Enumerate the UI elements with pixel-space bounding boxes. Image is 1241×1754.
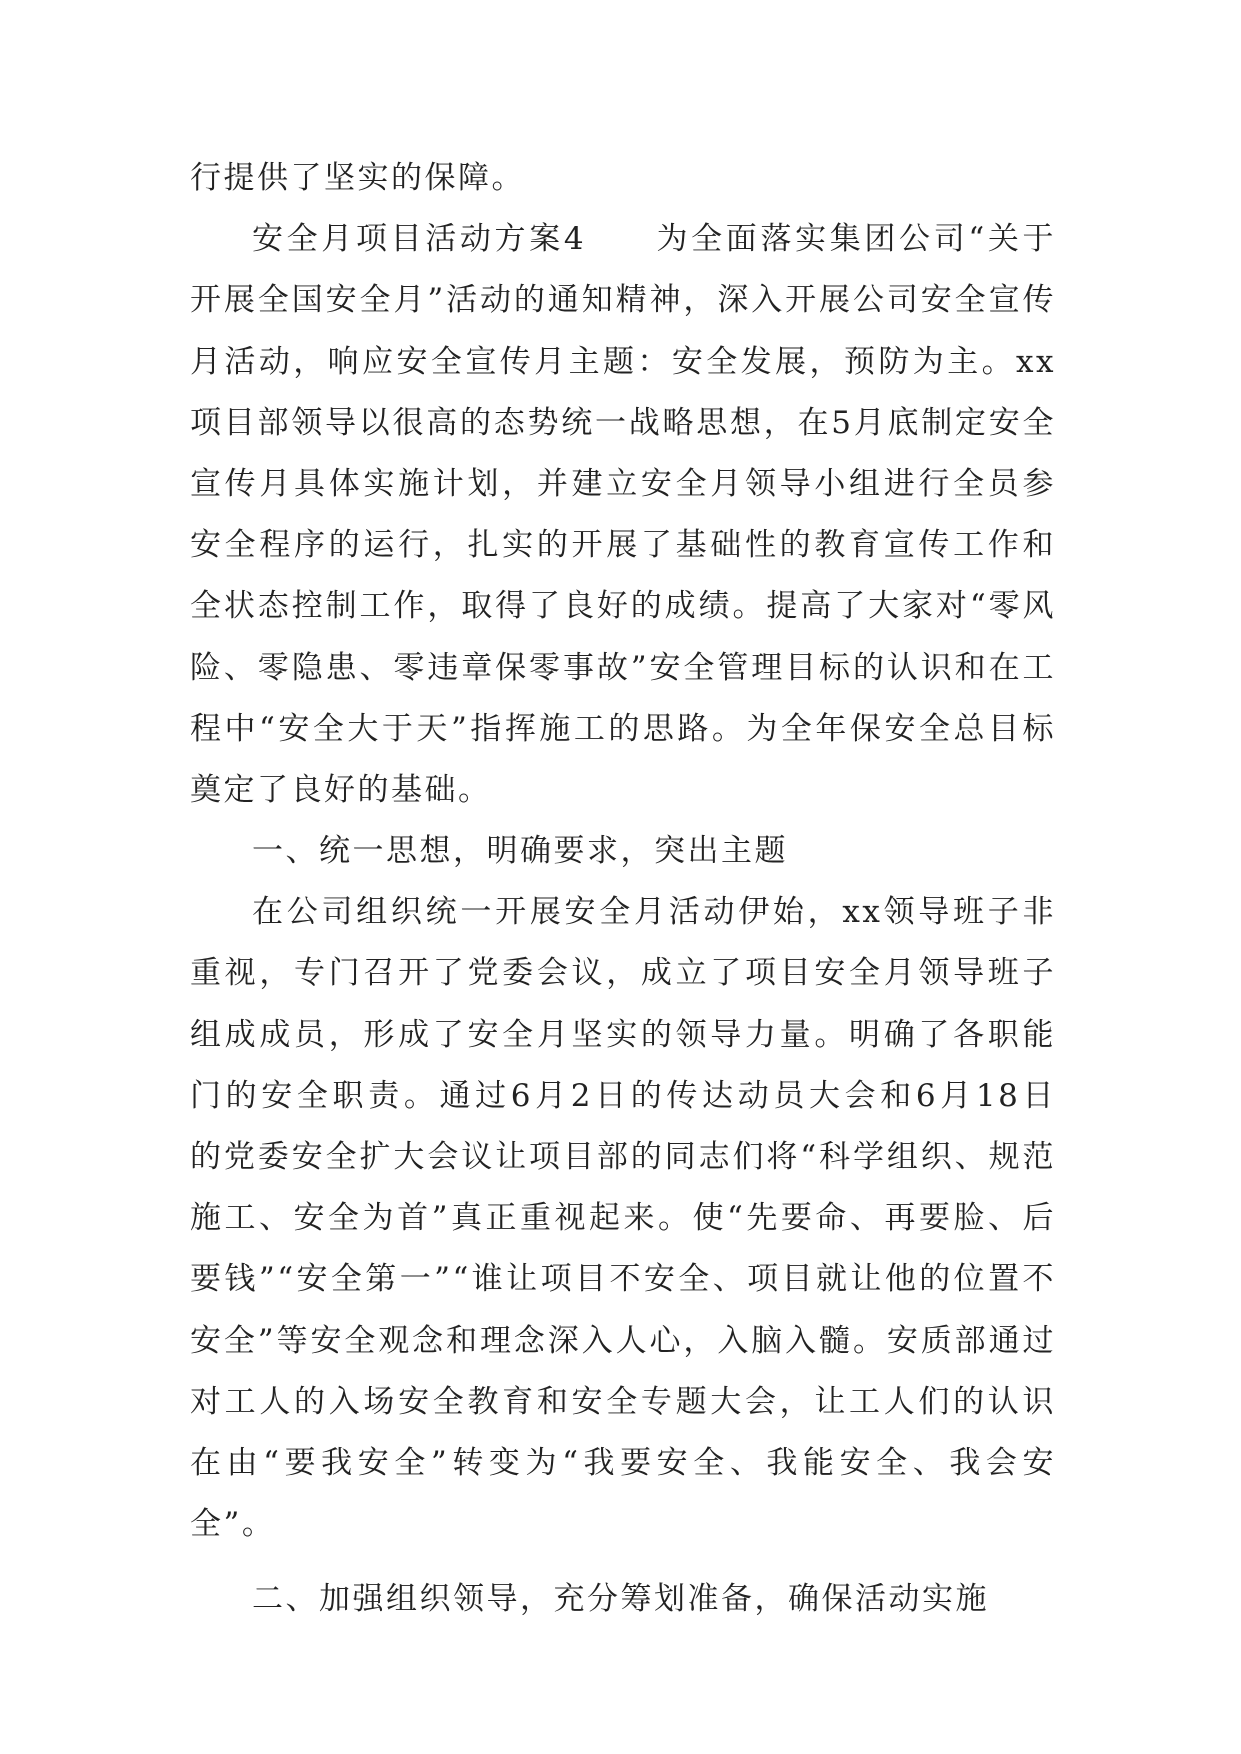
text-line: 在由“要我安全”转变为“我要安全、我能安全、我会安	[190, 1444, 1056, 1481]
text-line: 险、零隐患、零违章保零事故”安全管理目标的认识和在工	[190, 649, 1056, 686]
section-heading: 一、统一思想，明确要求，突出主题	[252, 833, 788, 870]
text-line: 行提供了坚实的保障。	[190, 160, 525, 196]
text-line: 门的安全职责。通过6月2日的传达动员大会和6月18日	[190, 1077, 1056, 1114]
body-text	[190, 148, 1056, 1631]
text-line: 宣传月具体实施计划，并建立安全月领导小组进行全员参	[190, 465, 1056, 502]
text-line: 安全程序的运行，扎实的开展了基础性的教育宣传工作和	[190, 527, 1056, 564]
text-line: 月活动，响应安全宣传月主题：安全发展，预防为主。xx	[190, 343, 1056, 380]
text-line: 开展全国安全月”活动的通知精神，深入开展公司安全宣传	[190, 282, 1056, 319]
text-line: 全状态控制工作，取得了良好的成绩。提高了大家对“零风	[190, 588, 1056, 625]
text-line: 安全”等安全观念和理念深入人心，入脑入髓。安质部通过	[190, 1322, 1056, 1359]
text-line: 要钱”“安全第一”“谁让项目不安全、项目就让他的位置不	[190, 1261, 1056, 1298]
text-line: 项目部领导以很高的态势统一战略思想，在5月底制定安全	[190, 404, 1056, 441]
text-line: 施工、安全为首”真正重视起来。使“先要命、再要脸、后	[190, 1200, 1056, 1237]
text-line: 在公司组织统一开展安全月活动伊始，xx领导班子非	[252, 894, 1056, 931]
section-heading: 二、加强组织领导，充分筹划准备，确保活动实施	[252, 1581, 989, 1618]
text-line: 对工人的入场安全教育和安全专题大会，让工人们的认识	[190, 1383, 1056, 1420]
text-line: 安全月项目活动方案4 为全面落实集团公司“关于	[252, 221, 1056, 258]
text-line: 组成成员，形成了安全月坚实的领导力量。明确了各职能	[190, 1016, 1056, 1053]
text-line: 全”。	[190, 1506, 276, 1543]
text-line: 的党委安全扩大会议让项目部的同志们将“科学组织、规范	[190, 1139, 1056, 1175]
text-line: 奠定了良好的基础。	[190, 771, 492, 808]
text-line: 程中“安全大于天”指挥施工的思路。为全年保安全总目标	[190, 710, 1056, 747]
text-line: 重视，专门召开了党委会议，成立了项目安全月领导班子	[190, 955, 1056, 992]
